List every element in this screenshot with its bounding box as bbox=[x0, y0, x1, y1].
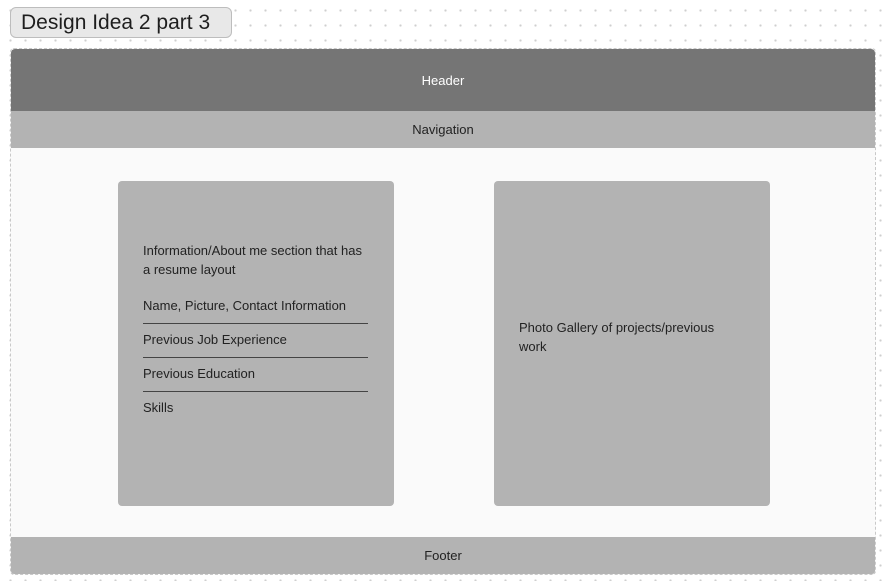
header-bar bbox=[11, 49, 875, 111]
navigation-bar[interactable] bbox=[11, 111, 875, 148]
photo-gallery-card bbox=[494, 181, 770, 506]
about-card-title: Information/About me section that has a resume layout bbox=[143, 243, 362, 277]
header-label: Header bbox=[421, 72, 465, 88]
about-item-education: Previous Education bbox=[143, 366, 256, 381]
frame-title-tag[interactable]: Design Idea 2 part 3 bbox=[10, 7, 232, 38]
section-divider bbox=[143, 391, 368, 392]
footer-label: Footer bbox=[424, 548, 462, 563]
footer-bar bbox=[11, 537, 875, 574]
about-me-card bbox=[118, 181, 394, 506]
section-divider bbox=[143, 323, 368, 324]
about-item-skills: Skills bbox=[143, 400, 174, 415]
navigation-label: Navigation bbox=[412, 122, 474, 137]
section-divider bbox=[143, 357, 368, 358]
about-item-experience: Previous Job Experience bbox=[143, 332, 287, 347]
gallery-card-text: Photo Gallery of projects/previous work bbox=[519, 320, 715, 354]
about-item-contact: Name, Picture, Contact Information bbox=[143, 298, 347, 313]
wireframe-frame bbox=[10, 48, 876, 575]
